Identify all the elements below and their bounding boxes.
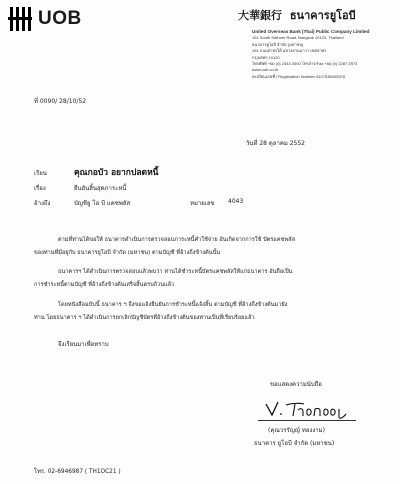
bank-name-thai: ธนาคารยูโอบี xyxy=(289,9,356,22)
reference-number: ที่ 0090/ 28/10/52 xyxy=(34,98,87,105)
address-line: 191 ถนนสาทรใต้ แขวงยานนาวา เขตสาทร xyxy=(252,48,327,54)
uob-logo-mark-icon xyxy=(8,7,32,31)
number-label: หมายเลข xyxy=(190,200,215,207)
recipient-name: คุณกอบัว อยากปลดหนี้ xyxy=(74,168,159,178)
signer-organization: ธนาคาร ยูโอบี จำกัด (มหาชน) xyxy=(254,440,335,447)
footer-phone: โทร. 02-6946987 ( TH1OC21 ) xyxy=(34,469,121,475)
paragraph-line: ของท่านที่มีอยู่กับ ธนาคารยูโอบี จำกัด (มหาชน) ตามบัญชี ที่อ้างถึงข้างต้นนั้น xyxy=(34,250,221,256)
paragraph-line: การชำระหนี้ตามบัญชี ที่อ้างถึงข้างต้นเสร็จสิ้นครบถ้วนแล้ว xyxy=(34,282,175,288)
to-label: เรียน xyxy=(34,170,47,177)
reference-label: อ้างถึง xyxy=(34,200,51,207)
paragraph-line: ตามที่ท่านได้ขอให้ ธนาคารดำเนินการตรวจสอบภาระหนี้คำใช้จ่าย อันเกิดจากการใช้ บัตรแคชพลัส xyxy=(58,237,295,243)
paragraph-line: ท่าน โดยธนาคาร ฯ ได้ดำเนินการยกเลิกบัญชีบัตรที่อ้างถึงข้างต้นของท่านเป็นที่เรียบร้อยแล้ว xyxy=(34,315,255,321)
bank-name xyxy=(238,6,356,24)
reference-account: บัญชียู โอ บี แคชพลัส xyxy=(74,200,131,207)
account-number: 4043 xyxy=(228,198,244,205)
handwritten-signature xyxy=(262,398,354,420)
logo-text: UOB xyxy=(38,8,82,29)
letter-date: วันที่ 28 ตุลาคม 2552 xyxy=(246,140,305,147)
bank-name-chinese: 大華銀行 xyxy=(238,9,282,22)
address-line: ทะเบียนเลขที่ / Registration Number 0107536000978 xyxy=(252,73,346,79)
subject-label: เรื่อง xyxy=(34,185,46,192)
address-line: ธนาคารยูโอบี จำกัด (มหาชน) xyxy=(252,41,304,47)
signer-name: (คุณวรรัญญ์ ทองงาม) xyxy=(268,427,325,434)
address-line: www.uob.co.th xyxy=(252,67,279,73)
address-line: กรุงเทพฯ 10120 xyxy=(252,54,280,60)
paragraph-line: โดยหนังสือฉบับนี้ ธนาคาร ฯ จึงขอแจ้งยืนยันการชำระหนี้แจ้งสิ้น ตามบัญชี ที่อ้างถึงข้างต้นมายัง xyxy=(58,302,288,308)
address-line: โทรศัพท์ +66 (0) 2343 3000 โทรสาร/Fax +66 (0) 2287 2973 xyxy=(252,61,358,67)
closing-regards: ขอแสดงความนับถือ xyxy=(270,381,322,388)
signature-line xyxy=(258,420,356,421)
bank-address-block xyxy=(252,29,398,80)
address-line: 191 South Sathorn Road, Bangkok 10120, Thailand xyxy=(252,35,344,41)
subject-text: ยืนยันสิ้นสุดภาระหนี้ xyxy=(74,185,127,192)
paragraph-line: ธนาคารฯ ได้ดำเนินการตรวจสอบแล้วพบว่า ท่านได้ชำระหนี้บัตรแคชพลัสให้แก่ธนาคาร อันถือเป็น xyxy=(58,269,293,275)
address-line: United Overseas Bank (Thai) Public Company Limited xyxy=(252,29,370,34)
uob-logo xyxy=(8,7,82,31)
closing-request: จึงเรียนมาเพื่อทราบ xyxy=(58,341,109,348)
